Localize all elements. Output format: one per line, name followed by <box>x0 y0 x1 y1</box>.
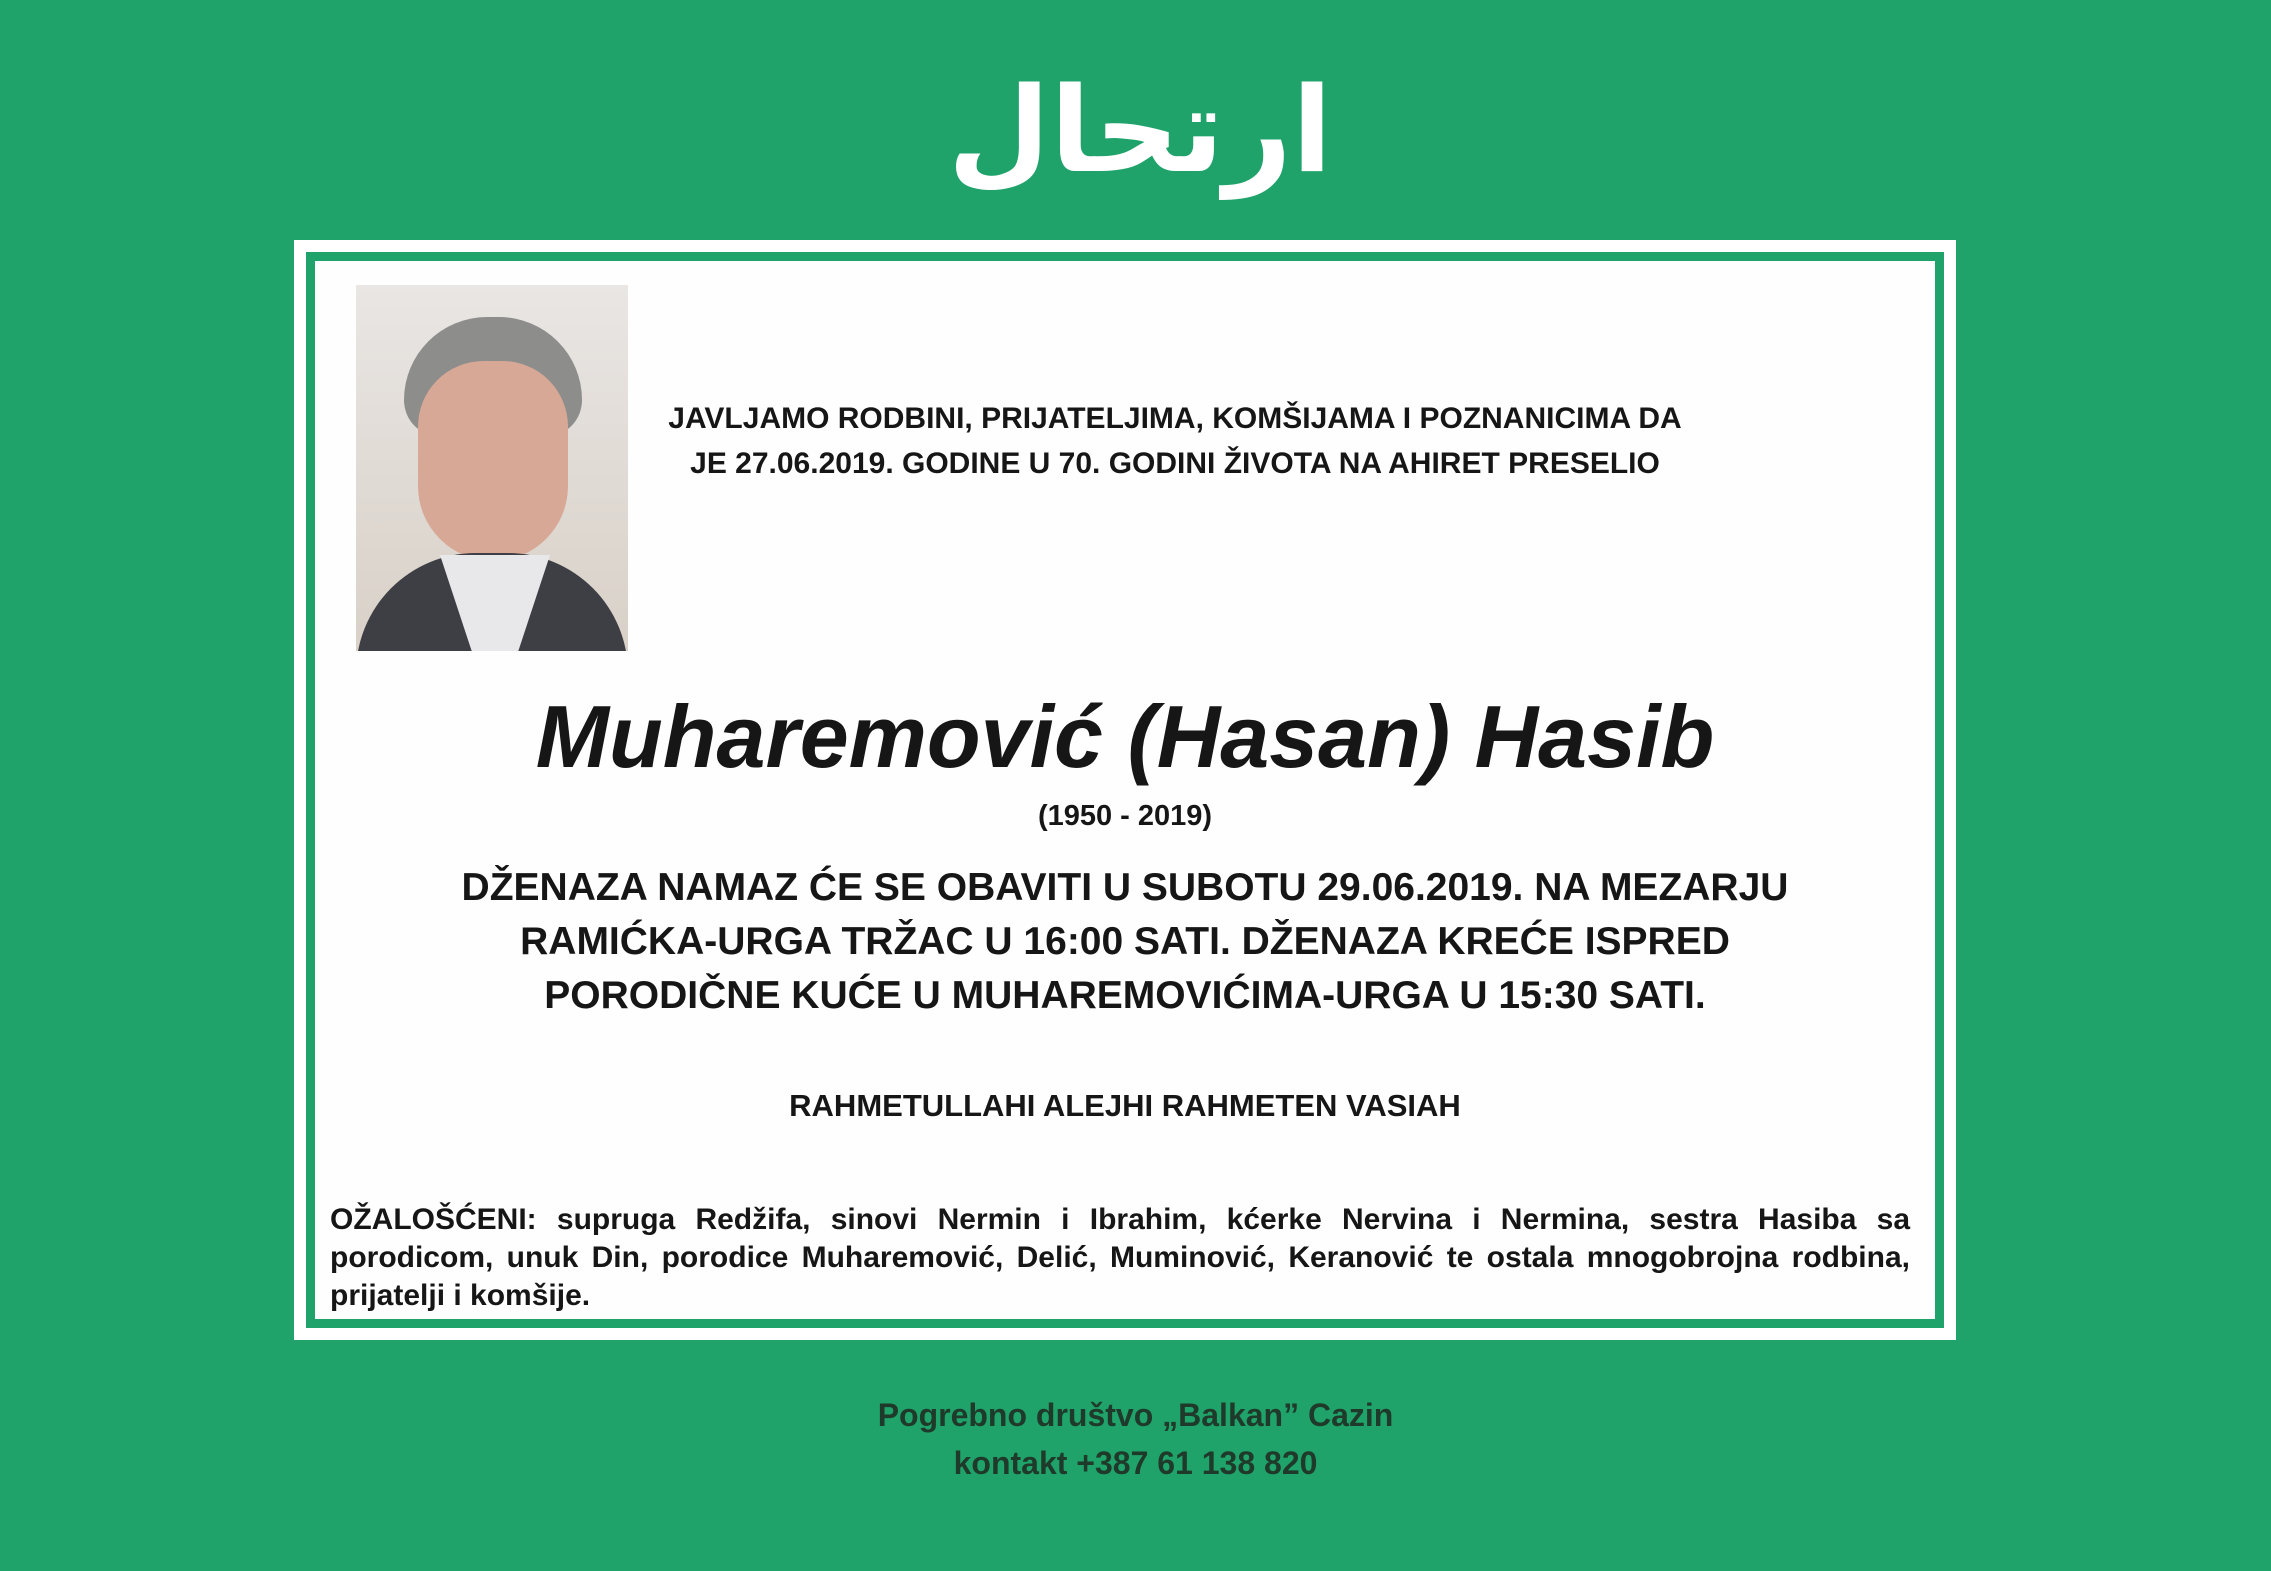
funeral-details-line: PORODIČNE KUĆE U MUHAREMOVIĆIMA-URGA U 15:30 SATI. <box>544 974 1706 1017</box>
announcement-line: JE 27.06.2019. GODINE U 70. GODINI ŽIVOTA NA AHIRET PRESELIO <box>690 447 1660 480</box>
funeral-company-contact: kontakt +387 61 138 820 <box>953 1445 1318 1481</box>
funeral-company: Pogrebno društvo „Balkan” Cazin <box>877 1397 1394 1433</box>
mourners-list: OŽALOŠĆENI: supruga Redžifa, sinovi Nermin i Ibrahim, kćerke Nervina i Nermina, sestra Hasiba sa porodicom, unuk Din, porodice Muharemović, Delić, Muminović, Keranović te ostala mnogobrojna rodbina, prijatelji i komšije. <box>330 1203 1910 1312</box>
deceased-name: Muharemović (Hasan) Hasib <box>535 687 1715 786</box>
funeral-details-line: DŽENAZA NAMAZ ĆE SE OBAVITI U SUBOTU 29.06.2019. NA MEZARJU <box>461 866 1789 909</box>
announcement-text <box>615 396 1735 486</box>
photo-face <box>418 361 568 561</box>
deceased-photo <box>356 285 628 651</box>
life-years: (1950 - 2019) <box>1037 800 1213 832</box>
arabic-calligraphy-heading: ارتحال <box>947 61 1333 199</box>
funeral-details <box>355 861 1895 1023</box>
obituary-inner-border <box>306 252 1944 1328</box>
announcement-line: JAVLJAMO RODBINI, PRIJATELJIMA, KOMŠIJAMA I POZNANICIMA DA <box>668 402 1682 435</box>
funeral-details-line: RAMIĆKA-URGA TRŽAC U 16:00 SATI. DŽENAZA KREĆE ISPRED <box>520 920 1730 963</box>
obituary-card <box>294 240 1956 1340</box>
prayer-text: RAHMETULLAHI ALEJHI RAHMETEN VASIAH <box>789 1088 1461 1123</box>
